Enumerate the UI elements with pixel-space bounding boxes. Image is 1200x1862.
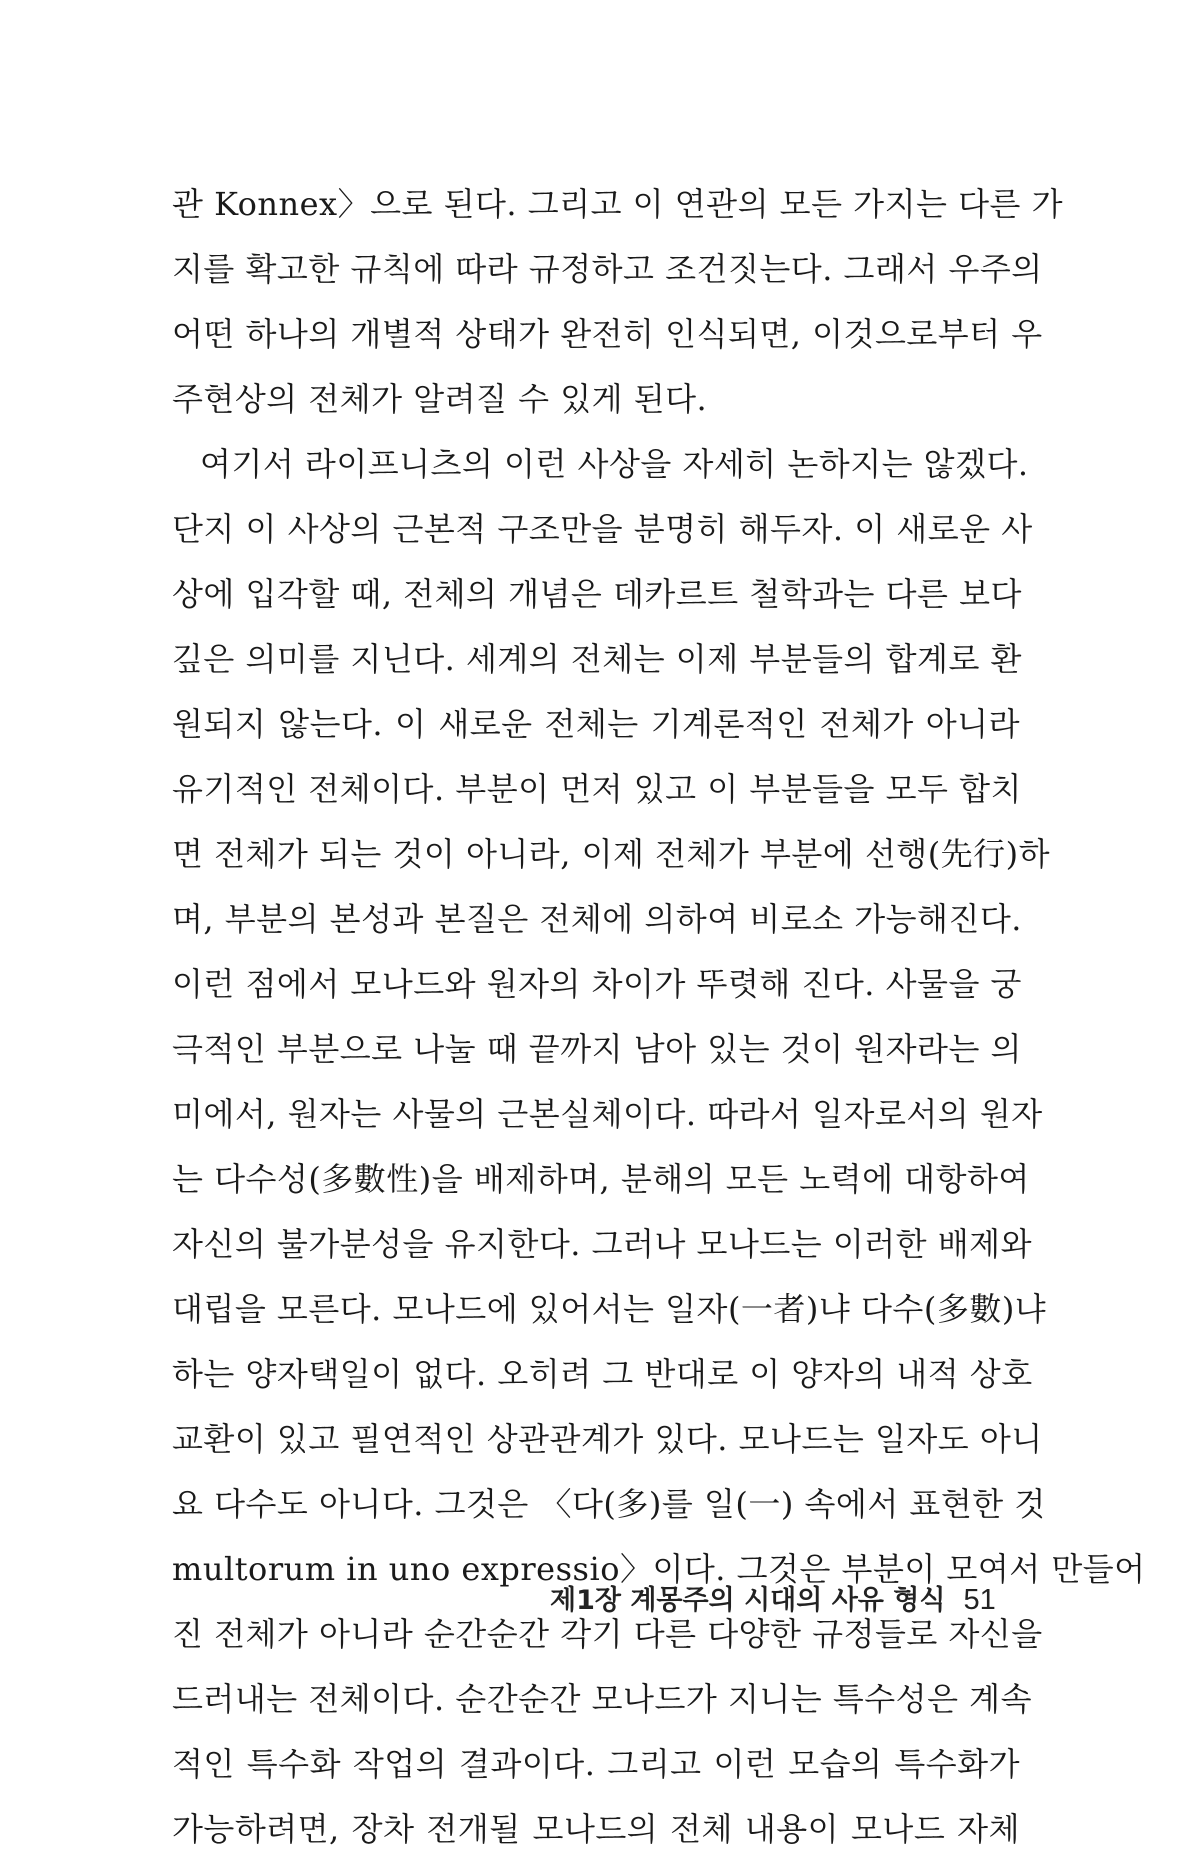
text-line: 주현상의 전체가 알려질 수 있게 된다. (172, 380, 708, 418)
text-line: 원되지 않는다. 이 새로운 전체는 기계론적인 전체가 아니라 (172, 705, 1020, 743)
paragraph (172, 432, 1146, 1862)
text-line: 여기서 라이프니츠의 이런 사상을 자세히 논하지는 않겠다. (200, 445, 1029, 483)
paragraph-continued (172, 172, 1063, 432)
text-line: 진 전체가 아니라 순간순간 각기 다른 다양한 규정들로 자신을 (172, 1615, 1043, 1653)
text-line: 하는 양자택일이 없다. 오히려 그 반대로 이 양자의 내적 상호 (172, 1355, 1033, 1393)
page-footer (550, 1580, 996, 1620)
text-line: 단지 이 사상의 근본적 구조만을 분명히 해두자. 이 새로운 사 (172, 510, 1033, 548)
text-line: 극적인 부분으로 나눌 때 끝까지 남아 있는 것이 원자라는 의 (172, 1030, 1022, 1068)
text-line: 미에서, 원자는 사물의 근본실체이다. 따라서 일자로서의 원자 (172, 1095, 1043, 1133)
text-line: 는 다수성(多數性)을 배제하며, 분해의 모든 노력에 대항하여 (172, 1160, 1030, 1198)
text-line: 깊은 의미를 지닌다. 세계의 전체는 이제 부분들의 합계로 환 (172, 640, 1022, 678)
page-number: 51 (963, 1584, 996, 1616)
text-line: multorum in uno expressio〉이다. 그것은 부분이 모여서 만들어 (172, 1550, 1146, 1588)
running-title: 제1장 계몽주의 시대의 사유 형식 (550, 1585, 946, 1616)
text-line: 유기적인 전체이다. 부분이 먼저 있고 이 부분들을 모두 합치 (172, 770, 1022, 808)
text-line: 요 다수도 아니다. 그것은 〈다(多)를 일(一) 속에서 표현한 것 (172, 1485, 1046, 1523)
text-line: 어떤 하나의 개별적 상태가 완전히 인식되면, 이것으로부터 우 (172, 315, 1043, 353)
text-line: 며, 부분의 본성과 본질은 전체에 의하여 비로소 가능해진다. (172, 900, 1022, 938)
text-line: 적인 특수화 작업의 결과이다. 그리고 이런 모습의 특수화가 (172, 1745, 1020, 1783)
text-line: 면 전체가 되는 것이 아니라, 이제 전체가 부분에 선행(先行)하 (172, 835, 1051, 873)
text-line: 지를 확고한 규칙에 따라 규정하고 조건짓는다. 그래서 우주의 (172, 250, 1043, 288)
text-line: 상에 입각할 때, 전체의 개념은 데카르트 철학과는 다른 보다 (172, 575, 1022, 613)
text-line: 이런 점에서 모나드와 원자의 차이가 뚜렷해 진다. 사물을 궁 (172, 965, 1022, 1003)
text-line: 교환이 있고 필연적인 상관관계가 있다. 모나드는 일자도 아니 (172, 1420, 1043, 1458)
text-line: 대립을 모른다. 모나드에 있어서는 일자(一者)냐 다수(多數)냐 (172, 1290, 1047, 1328)
text-line: 가능하려면, 장차 전개될 모나드의 전체 내용이 모나드 자체 (172, 1810, 1020, 1848)
text-line: 자신의 불가분성을 유지한다. 그러나 모나드는 이러한 배제와 (172, 1225, 1033, 1263)
text-line: 드러내는 전체이다. 순간순간 모나드가 지니는 특수성은 계속 (172, 1680, 1033, 1718)
text-line: 관 Konnex〉으로 된다. 그리고 이 연관의 모든 가지는 다른 가 (172, 185, 1063, 223)
